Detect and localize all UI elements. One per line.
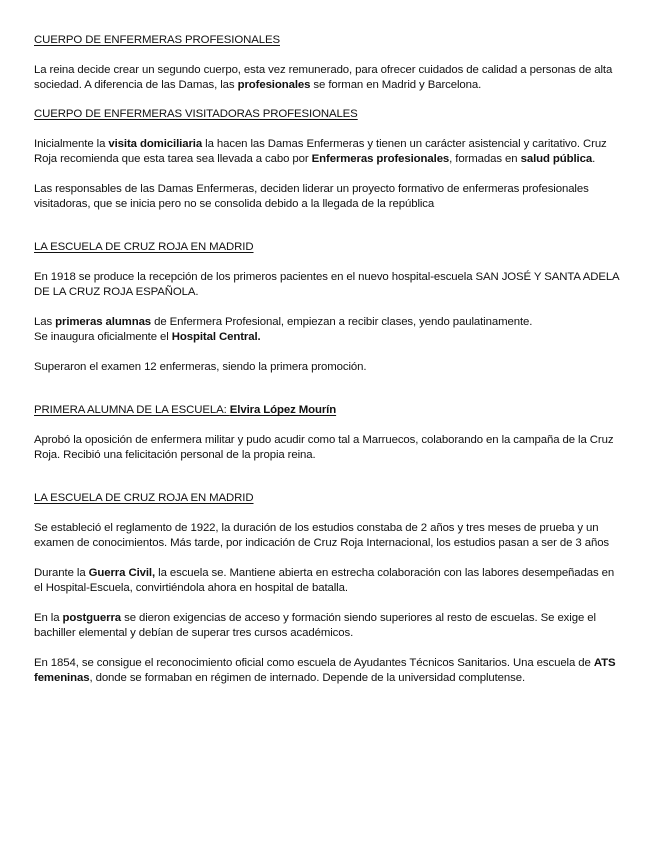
paragraph: En 1918 se produce la recepción de los primeros pacientes en el nuevo hospital-escuela SAN JOSÉ Y SANTA ADELA DE LA CRUZ ROJA ESPAÑOLA. (34, 271, 619, 298)
paragraph: La reina decide crear un segundo cuerpo, esta vez remunerado, para ofrecer cuidados de calidad a personas de alta sociedad. A diferencia de las Damas, las profesionales se forman en Madrid y Barcelona. (34, 64, 613, 91)
paragraph: En la postguerra se dieron exigencias de acceso y formación siendo superiores al resto de escuelas. Se exige el bachiller elemental y debían de superar tres cursos académicos. (34, 612, 596, 639)
paragraph: En 1854, se consigue el reconocimiento oficial como escuela de Ayudantes Técnicos Sanitarios. Una escuela de ATS femeninas, donde se formaban en régimen de internado. Depende de la universidad complutense. (34, 657, 616, 684)
section-heading: LA ESCUELA DE CRUZ ROJA EN MADRID (34, 241, 254, 253)
section-heading: LA ESCUELA DE CRUZ ROJA EN MADRID (34, 492, 254, 504)
section-heading: CUERPO DE ENFERMERAS PROFESIONALES (34, 34, 280, 46)
section-heading: CUERPO DE ENFERMERAS VISITADORAS PROFESIONALES (34, 108, 358, 120)
section-heading: PRIMERA ALUMNA DE LA ESCUELA: Elvira López Mourín (34, 404, 337, 416)
paragraph: Durante la Guerra Civil, la escuela se. Mantiene abierta en estrecha colaboración con las labores desempeñadas en el Hospital-Escuela, convirtiéndola ahora en hospital de batalla. (34, 567, 615, 594)
paragraph: Las primeras alumnas de Enfermera Profesional, empiezan a recibir clases, yendo paulatinamente. Se inaugura oficialmente el Hospital Central. (34, 316, 533, 343)
paragraph: Las responsables de las Damas Enfermeras, deciden liderar un proyecto formativo de enfermeras profesionales visitadoras, que se inicia pero no se consolida debido a la llegada de la república (34, 183, 589, 210)
paragraph: Inicialmente la visita domiciliaria la hacen las Damas Enfermeras y tienen un carácter asistencial y caritativo. Cruz Roja recomienda que esta tarea sea llevada a cabo por Enfermeras profesionales, formadas en salud pública. (34, 138, 607, 165)
paragraph: Aprobó la oposición de enfermera militar y pudo acudir como tal a Marruecos, colaborando en la campaña de la Cruz Roja. Recibió una felicitación personal de la propia reina. (34, 434, 614, 461)
document-page (34, 33, 622, 686)
paragraph: Se estableció el reglamento de 1922, la duración de los estudios constaba de 2 años y tres meses de prueba y un examen de conocimientos. Más tarde, por indicación de Cruz Roja Internacional, los estudios pasan a ser de 3 años (34, 522, 610, 549)
paragraph: Superaron el examen 12 enfermeras, siendo la primera promoción. (34, 361, 367, 373)
